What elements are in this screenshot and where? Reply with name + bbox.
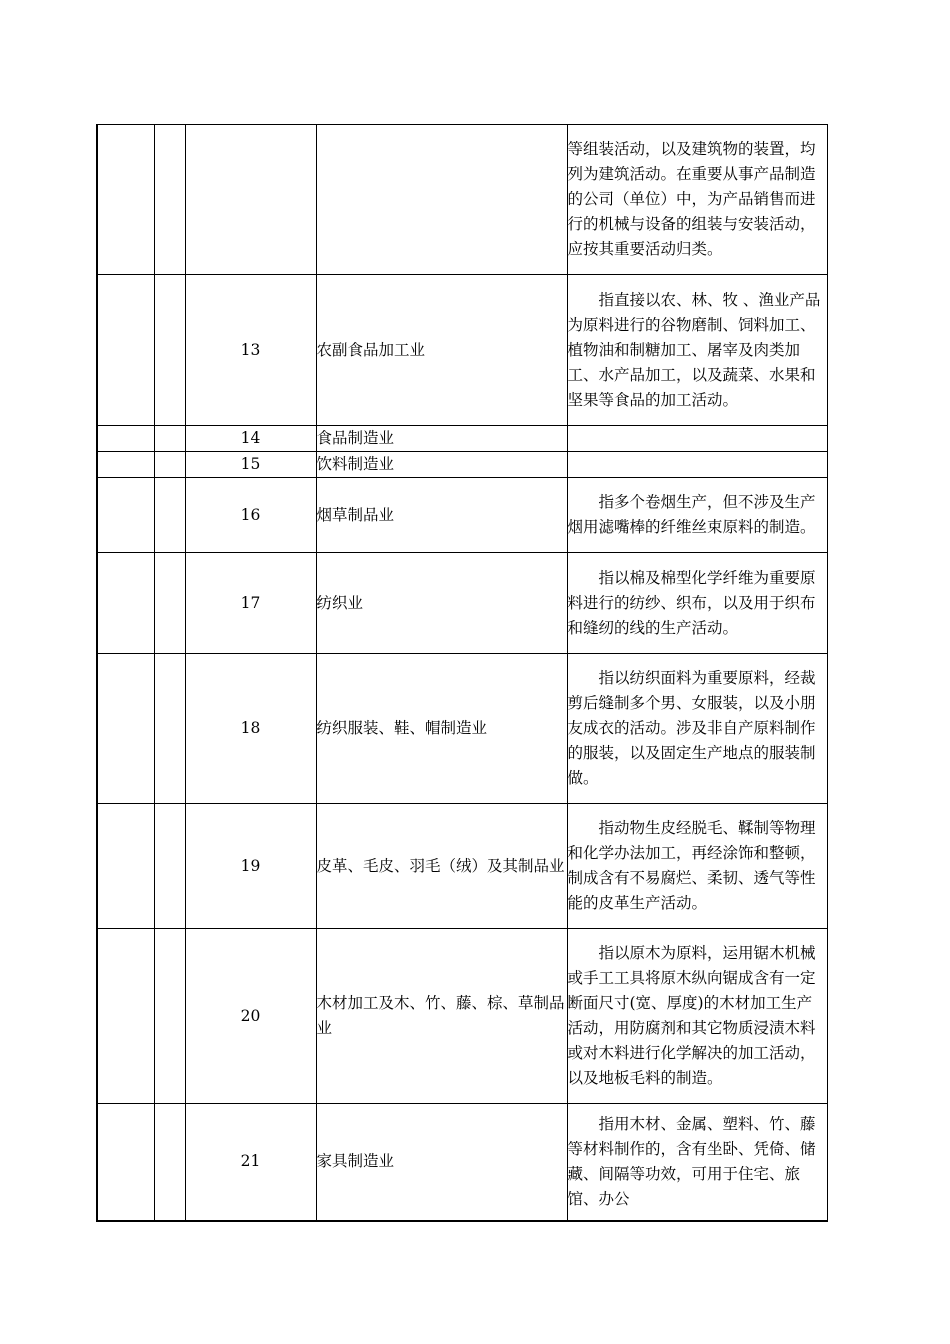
table-row xyxy=(97,275,827,426)
industry-code: 13 xyxy=(185,275,316,426)
table-row xyxy=(97,929,827,1104)
industry-description: 等组装活动，以及建筑物的装置，均列为建筑活动。在重要从事产品制造的公司（单位）中，为产品销售而进行的机械与设备的组装与安装活动，应按其重要活动归类。 xyxy=(567,125,827,275)
industry-code: 18 xyxy=(185,654,316,804)
industry-code: 17 xyxy=(185,553,316,654)
industry-name xyxy=(316,125,567,275)
blank-cell xyxy=(154,452,185,478)
industry-code: 21 xyxy=(185,1104,316,1221)
blank-cell xyxy=(154,478,185,553)
industry-description xyxy=(567,452,827,478)
industry-code: 16 xyxy=(185,478,316,553)
industry-name: 农副食品加工业 xyxy=(316,275,567,426)
industry-description: 指动物生皮经脱毛、鞣制等物理和化学办法加工，再经涂饰和整顿，制成含有不易腐烂、柔韧、透气等性能的皮革生产活动。 xyxy=(567,804,827,929)
table-row xyxy=(97,654,827,804)
blank-cell xyxy=(154,1104,185,1221)
industry-description xyxy=(567,426,827,452)
industry-description: 指直接以农、林、牧 、渔业产品为原料进行的谷物磨制、饲料加工、植物油和制糖加工、屠宰及肉类加工、水产品加工，以及蔬菜、水果和坚果等食品的加工活动。 xyxy=(567,275,827,426)
table-row xyxy=(97,804,827,929)
blank-cell xyxy=(97,275,154,426)
industry-name: 家具制造业 xyxy=(316,1104,567,1221)
industry-description: 指以原木为原料，运用锯木机械或手工工具将原木纵向锯成含有一定断面尺寸(宽、厚度)的木材加工生产活动，用防腐剂和其它物质浸渍木料或对木料进行化学解决的加工活动，以及地板毛料的制造。 xyxy=(567,929,827,1104)
table-row xyxy=(97,125,827,275)
table-row xyxy=(97,452,827,478)
industry-name: 饮料制造业 xyxy=(316,452,567,478)
industry-code xyxy=(185,125,316,275)
industry-description: 指以棉及棉型化学纤维为重要原料进行的纺纱、织布，以及用于织布和缝纫的线的生产活动。 xyxy=(567,553,827,654)
blank-cell xyxy=(97,553,154,654)
industry-name: 食品制造业 xyxy=(316,426,567,452)
blank-cell xyxy=(154,654,185,804)
industry-name: 纺织业 xyxy=(316,553,567,654)
industry-code: 14 xyxy=(185,426,316,452)
table-row xyxy=(97,553,827,654)
industry-name: 烟草制品业 xyxy=(316,478,567,553)
blank-cell xyxy=(97,804,154,929)
table-row xyxy=(97,478,827,553)
industry-classification-table xyxy=(96,124,828,1222)
industry-description: 指以纺织面料为重要原料，经裁剪后缝制多个男、女服装，以及小朋友成衣的活动。涉及非自产原料制作的服装，以及固定生产地点的服装制做。 xyxy=(567,654,827,804)
blank-cell xyxy=(154,929,185,1104)
industry-code: 15 xyxy=(185,452,316,478)
table-row xyxy=(97,426,827,452)
industry-code: 20 xyxy=(185,929,316,1104)
blank-cell xyxy=(97,654,154,804)
blank-cell xyxy=(97,1104,154,1221)
blank-cell xyxy=(154,553,185,654)
blank-cell xyxy=(97,478,154,553)
blank-cell xyxy=(97,929,154,1104)
industry-code: 19 xyxy=(185,804,316,929)
blank-cell xyxy=(154,125,185,275)
blank-cell xyxy=(97,426,154,452)
industry-description: 指用木材、金属、塑料、竹、藤等材料制作的，含有坐卧、凭倚、储藏、间隔等功效，可用于住宅、旅馆、办公 xyxy=(567,1104,827,1221)
blank-cell xyxy=(97,452,154,478)
blank-cell xyxy=(154,426,185,452)
industry-description: 指多个卷烟生产，但不涉及生产烟用滤嘴棒的纤维丝束原料的制造。 xyxy=(567,478,827,553)
table-row xyxy=(97,1104,827,1221)
industry-name: 纺织服装、鞋、帽制造业 xyxy=(316,654,567,804)
blank-cell xyxy=(154,804,185,929)
industry-name: 皮革、毛皮、羽毛（绒）及其制品业 xyxy=(316,804,567,929)
industry-name: 木材加工及木、竹、藤、棕、草制品业 xyxy=(316,929,567,1104)
blank-cell xyxy=(154,275,185,426)
blank-cell xyxy=(97,125,154,275)
